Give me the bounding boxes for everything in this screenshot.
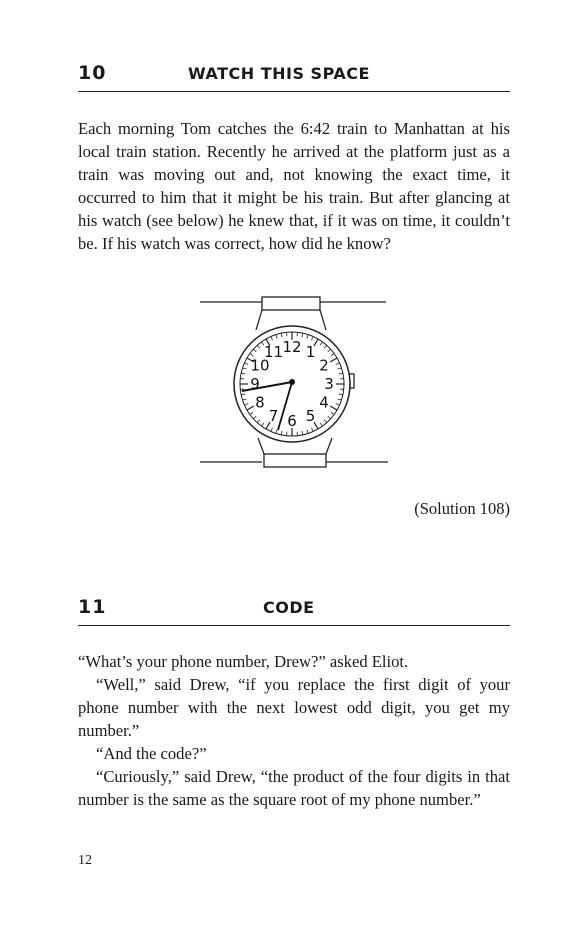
- bottom-lug-right: [326, 438, 332, 454]
- dial-number: 10: [250, 356, 270, 375]
- bottom-strap: [264, 454, 326, 467]
- puzzle-10-heading: [78, 62, 510, 92]
- dial-number: 12: [282, 338, 302, 356]
- dial-number: 5: [305, 407, 316, 426]
- watch-illustration: [198, 296, 390, 468]
- bottom-lug-left: [258, 438, 264, 454]
- dial-number: 9: [250, 375, 260, 393]
- dial-number: 6: [287, 412, 297, 430]
- paragraph: “Well,” said Drew, “if you replace the first digit of your phone number with the next lowest odd digit, you get my number.”: [78, 675, 510, 740]
- top-lug-right: [320, 310, 326, 330]
- solution-reference: (Solution 108): [414, 499, 510, 518]
- dial-number: 7: [268, 407, 279, 426]
- dial-number: 4: [319, 393, 329, 412]
- paragraph: “And the code?”: [96, 744, 207, 763]
- dial-number: 8: [255, 393, 265, 412]
- hand-pivot: [289, 379, 295, 385]
- puzzle-title: WATCH THIS SPACE: [188, 64, 370, 83]
- heading-rule: [78, 625, 510, 626]
- paragraph: “What’s your phone number, Drew?” asked Eliot.: [78, 652, 409, 671]
- top-lug-left: [256, 310, 262, 330]
- top-strap: [262, 297, 320, 310]
- paragraph: “Curiously,” said Drew, “the product of the four digits in that number is the same as the square root of my phone number.”: [78, 767, 510, 809]
- puzzle-11-heading: [78, 596, 510, 626]
- puzzle-title: CODE: [263, 598, 315, 617]
- page-number: 12: [78, 853, 92, 868]
- puzzle-number: 10: [78, 62, 107, 84]
- heading-rule: [78, 91, 510, 92]
- puzzle-10-text: Each morning Tom catches the 6:42 train to Manhattan at his local train station. Recently he arrived at the platform just as a train was moving out and, not knowing the exact time, it occurred to him that it might be his train. But after glancing at his watch (see below) he knew that, if it was on time, it couldn’t be. If his watch was correct, how did he know?: [78, 119, 510, 253]
- dial-number: 2: [319, 356, 329, 375]
- puzzle-11-text: [78, 650, 510, 811]
- puzzle-number: 11: [78, 596, 107, 618]
- dial-number: 11: [263, 342, 284, 361]
- dial-number: 1: [305, 342, 316, 361]
- dial-number: 3: [324, 375, 334, 393]
- watch-drawing: [198, 296, 390, 468]
